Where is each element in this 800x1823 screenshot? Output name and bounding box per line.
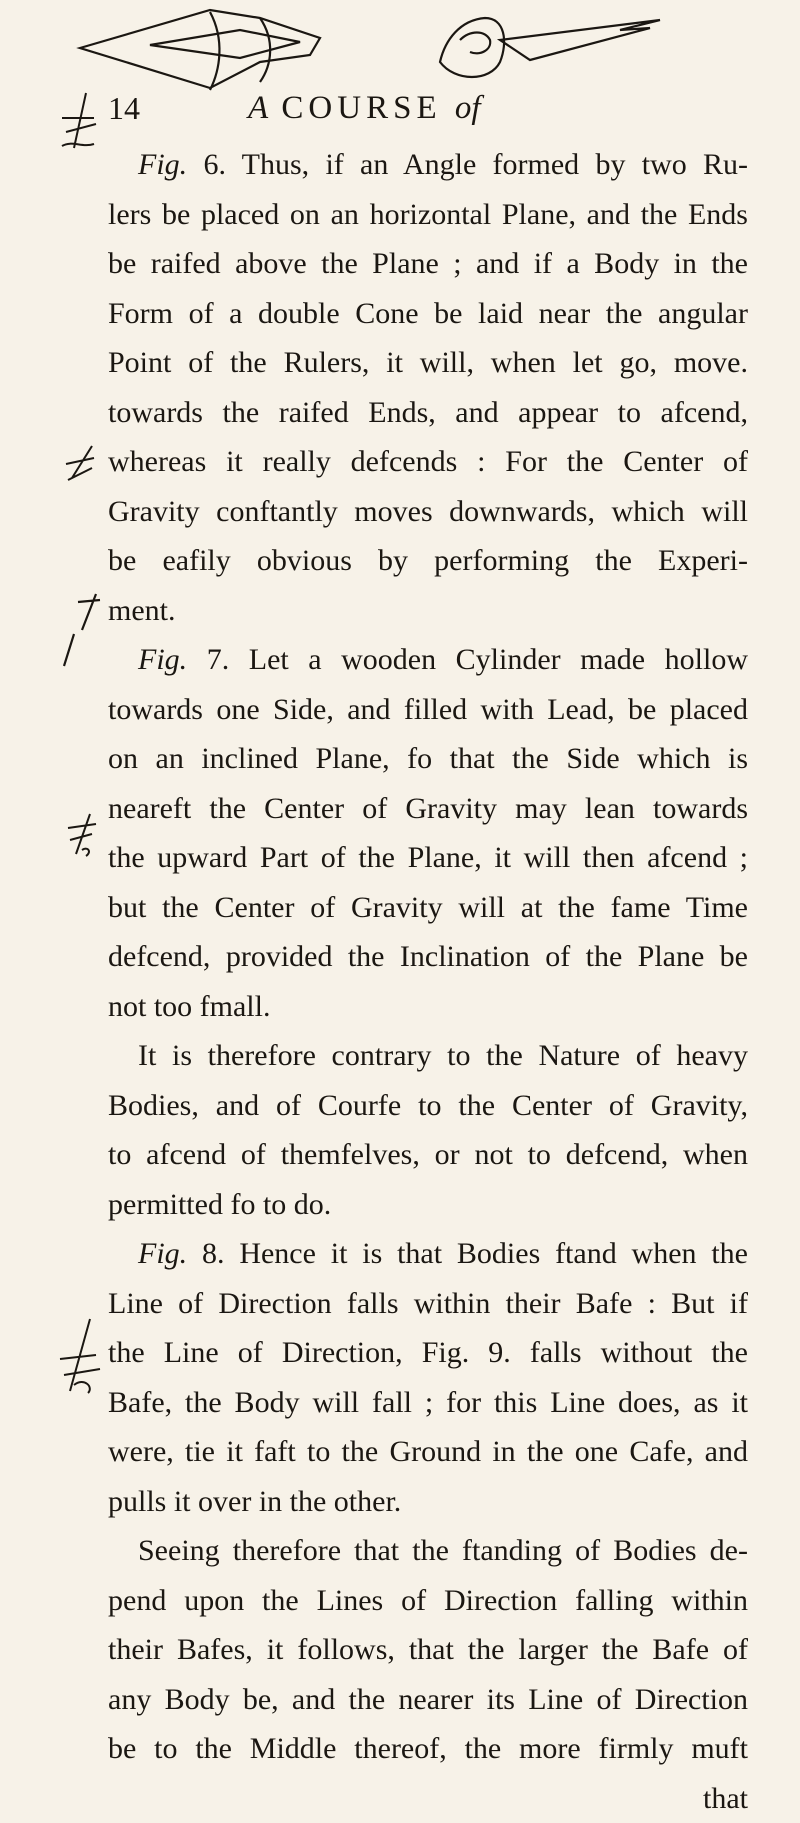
text-line: neareft the Center of Gravity may lean towards: [108, 784, 748, 834]
figure-reference: Fig.: [138, 148, 187, 181]
text-line: but the Center of Gravity will at the fame Time: [108, 883, 748, 933]
running-title: [248, 90, 481, 127]
catchword: that: [108, 1774, 748, 1823]
text-line: [108, 1229, 748, 1279]
marginal-annotation: [56, 590, 104, 670]
title-of: of: [455, 90, 481, 126]
text-line: be to the Middle thereof, the more firmly muft: [108, 1724, 748, 1774]
figure-reference: Fig.: [138, 643, 187, 676]
marginal-annotation: [56, 88, 100, 158]
text-line: Bafe, the Body will fall ; for this Line does, as it: [108, 1378, 748, 1428]
text-line: Bodies, and of Courfe to the Center of Gravity,: [108, 1081, 748, 1131]
text-line: Line of Direction falls within their Bafe : But if: [108, 1279, 748, 1329]
text-line: It is therefore contrary to the Nature of heavy: [108, 1031, 748, 1081]
text-line: the upward Part of the Plane, it will then afcend ;: [108, 833, 748, 883]
line-text: 7. Let a wooden Cylinder made hollow: [187, 643, 748, 676]
text-line: Form of a double Cone be laid near the angular: [108, 289, 748, 339]
text-line: Seeing therefore that the ftanding of Bodies de-: [108, 1526, 748, 1576]
text-line: be eafily obvious by performing the Experi-: [108, 536, 748, 586]
text-line: defcend, provided the Inclination of the Plane be: [108, 932, 748, 982]
title-initial-italic: A: [248, 90, 268, 126]
line-text: 6. Thus, if an Angle formed by two Ru-: [187, 148, 748, 181]
page-number: 14: [108, 90, 140, 127]
marginal-annotation: [54, 1315, 104, 1395]
text-line: [108, 635, 748, 685]
text-line: on an inclined Plane, fo that the Side which is: [108, 734, 748, 784]
text-line: Gravity conftantly moves downwards, which will: [108, 487, 748, 537]
text-line: pend upon the Lines of Direction falling within: [108, 1576, 748, 1626]
title-main: COURSE: [268, 90, 441, 126]
text-line: any Body be, and the nearer its Line of Direction: [108, 1675, 748, 1725]
text-line: their Bafes, it follows, that the larger the Bafe of: [108, 1625, 748, 1675]
text-line: towards the raifed Ends, and appear to afcend,: [108, 388, 748, 438]
body-text: [108, 140, 748, 1823]
line-text: 8. Hence it is that Bodies ftand when the: [187, 1237, 748, 1270]
text-line: were, tie it faft to the Ground in the one Cafe, and: [108, 1427, 748, 1477]
text-line: be raifed above the Plane ; and if a Body in the: [108, 239, 748, 289]
text-line: lers be placed on an horizontal Plane, and the Ends: [108, 190, 748, 240]
text-line: towards one Side, and filled with Lead, be placed: [108, 685, 748, 735]
text-line: ment.: [108, 586, 748, 636]
text-line: permitted fo to do.: [108, 1180, 748, 1230]
marginal-annotation: [58, 440, 102, 490]
text-line: to afcend of themfelves, or not to defcend, when: [108, 1130, 748, 1180]
text-line: pulls it over in the other.: [108, 1477, 748, 1527]
running-header: [108, 90, 708, 140]
text-line: the Line of Direction, Fig. 9. falls without the: [108, 1328, 748, 1378]
figure-reference: Fig.: [138, 1237, 187, 1270]
text-line: whereas it really defcends : For the Center of: [108, 437, 748, 487]
marginal-annotation: [62, 810, 102, 860]
text-line: [108, 140, 748, 190]
text-line: not too fmall.: [108, 982, 748, 1032]
text-line: Point of the Rulers, it will, when let go, move.: [108, 338, 748, 388]
